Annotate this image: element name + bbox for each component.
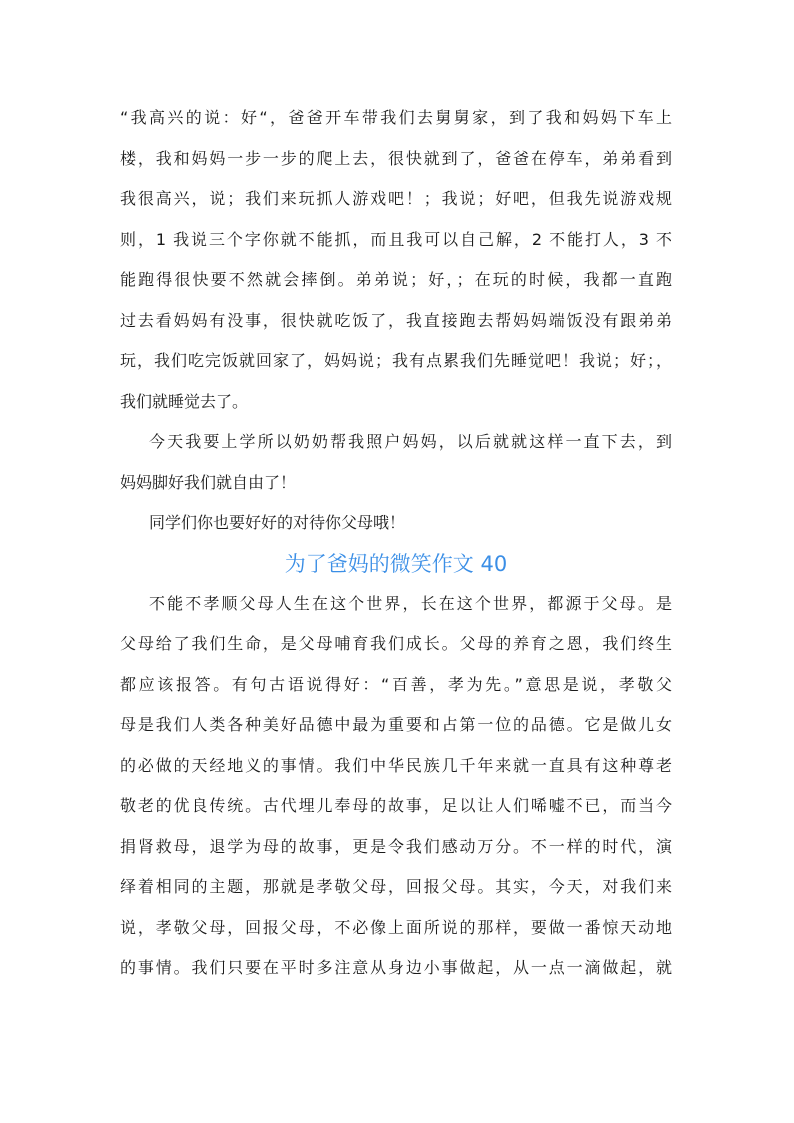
paragraph xyxy=(120,98,672,422)
text-line: 楼，我和妈妈一步一步的爬上去，很快就到了，爸爸在停车，弟弟看到 xyxy=(120,148,672,168)
text-line: 我很高兴，说；我们来玩抓人游戏吧！；我说；好吧，但我先说游戏规 xyxy=(120,189,672,208)
text-line: 敬老的优良传统。古代埋儿奉母的故事，足以让人们唏嘘不已，而当今 xyxy=(120,796,672,815)
paragraph xyxy=(120,584,672,989)
text-line: 玩，我们吃完饭就回家了，妈妈说；我有点累我们先睡觉吧！我说；好；， xyxy=(120,351,672,370)
text-line: 绎着相同的主题，那就是孝敬父母，回报父母。其实，今天，对我们来 xyxy=(120,877,672,896)
text-line: 妈妈脚好我们就自由了！ xyxy=(120,472,297,492)
text-line: 过去看妈妈有没事，很快就吃饭了，我直接跑去帮妈妈端饭没有跟弟弟 xyxy=(120,310,672,330)
essay-39-body xyxy=(120,98,672,544)
essay-title: 为了爸妈的微笑作文 40 xyxy=(284,551,508,576)
document-page xyxy=(120,98,672,989)
text-line: 同学们你也要好好的对待你父母哦！ xyxy=(149,513,406,532)
text-line: 的必做的天经地义的事情。我们中华民族几千年来就一直具有这种尊老 xyxy=(120,755,672,775)
essay-40-body xyxy=(120,584,672,989)
text-line: 父母给了我们生命，是父母哺育我们成长。父母的养育之恩，我们终生 xyxy=(120,634,672,653)
text-line: 说，孝敬父母，回报父母，不必像上面所说的那样，要做一番惊天动地 xyxy=(120,917,672,937)
text-line: 的事情。我们只要在平时多注意从身边小事做起，从一点一滴做起，就 xyxy=(120,958,672,977)
paragraph xyxy=(120,503,672,544)
text-line: 不能不孝顺父母人生在这个世界，长在这个世界，都源于父母。是 xyxy=(149,593,672,613)
paragraph xyxy=(120,422,672,503)
text-line: 都应该报答。有句古语说得好：“百善，孝为先。”意思是说，孝敬父 xyxy=(120,674,672,694)
text-line: 今天我要上学所以奶奶帮我照户妈妈，以后就就这样一直下去，到 xyxy=(149,432,672,451)
text-line: 能跑得很快要不然就会摔倒。弟弟说；好，；在玩的时候，我都一直跑 xyxy=(120,270,672,289)
text-line: 母是我们人类各种美好品德中最为重要和占第一位的品德。它是做儿女 xyxy=(120,715,672,734)
text-line: 捐肾救母，退学为母的故事，更是令我们感动万分。不一样的时代，演 xyxy=(120,836,672,856)
text-line: 则，1 我说三个字你就不能抓，而且我可以自己解，2 不能打人，3 不 xyxy=(120,229,672,249)
text-line: 我们就睡觉去了。 xyxy=(120,391,249,411)
text-line: “我高兴的说：好“，爸爸开车带我们去舅舅家，到了我和妈妈下车上 xyxy=(120,108,672,127)
